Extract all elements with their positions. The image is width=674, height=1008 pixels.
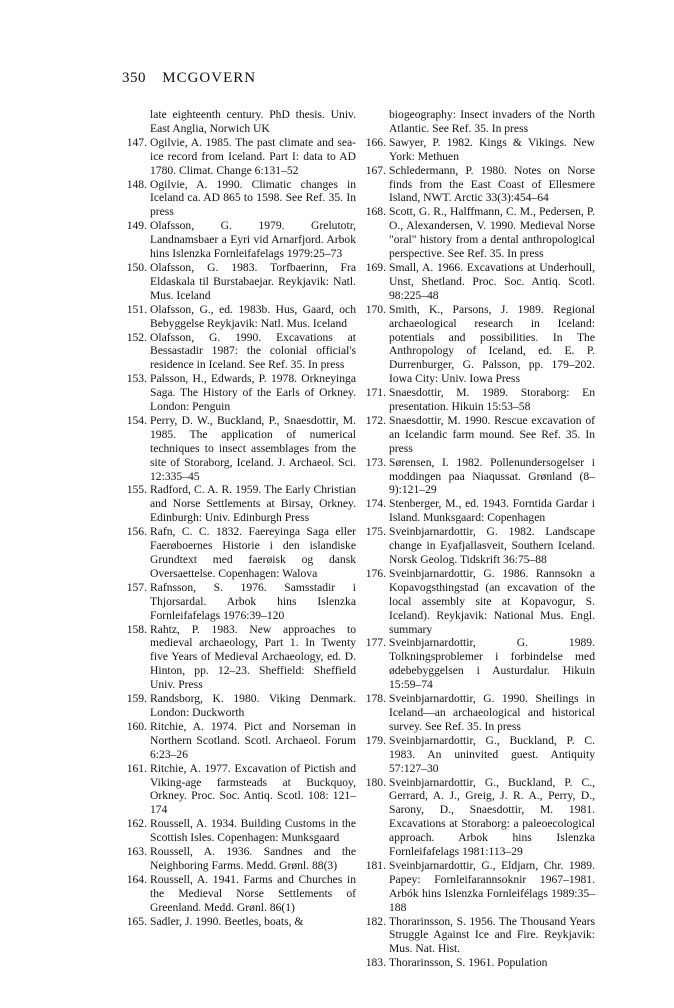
reference-entry [363, 261, 595, 303]
reference-number: 167. [365, 163, 386, 177]
reference-number: 157. [126, 580, 147, 594]
reference-number: 183. [365, 956, 386, 970]
reference-entry [124, 261, 356, 303]
reference-number: 163. [126, 845, 147, 859]
reference-entry [124, 108, 356, 136]
reference-text: Olafsson, G. 1990. Excavations at Bessastadir 1987: the colonial official's residence in Iceland. See Ref. 35. In press [150, 330, 356, 372]
reference-text: Smith, K., Parsons, J. 1989. Regional archaeological research in Iceland: potentials and possibilities. In The Anthropology of Iceland, ed. E. P. Durrenburger, G. Palsson, pp. 179–202. Iowa City: Univ. Iowa Press [389, 302, 595, 386]
reference-entry [363, 164, 595, 206]
reference-number: 170. [365, 302, 386, 316]
reference-text: Sørensen, I. 1982. Pollenundersogelser i moddingen paa Niaqussat. Grønland (8–9):121–29 [389, 455, 595, 497]
reference-text: Schledermann, P. 1980. Notes on Norse finds from the East Coast of Ellesmere Island, NWT. Arctic 33(3):454–64 [389, 163, 595, 205]
reference-text: Roussell, A. 1941. Farms and Churches in the Medieval Norse Settlements of Greenland. Medd. Grønl. 86(1) [150, 872, 356, 914]
reference-number: 149. [126, 219, 147, 233]
reference-text: Rafnsson, S. 1976. Samsstadir i Thjorsardal. Arbok hins Islenzka Fornleifafelags 1976:39–120 [150, 580, 356, 622]
reference-text: Roussell, A. 1934. Building Customs in the Scottish Isles. Copenhagen: Munksgaard [150, 817, 356, 845]
reference-entry [124, 178, 356, 220]
reference-entry [124, 414, 356, 484]
reference-text: Perry, D. W., Buckland, P., Snaesdottir, M. 1985. The application of numerical techniques to insect assemblages from the site of Storaborg, Iceland. J. Archaeol. Sci. 12:335–45 [150, 413, 356, 483]
reference-number: 166. [365, 135, 386, 149]
reference-number: 171. [365, 386, 386, 400]
reference-text: Sadler, J. 1990. Beetles, boats, & [150, 914, 304, 928]
reference-text: Snaesdottir, M. 1989. Storaborg: En presentation. Hikuin 15:53–58 [389, 386, 595, 414]
reference-entry [124, 331, 356, 373]
reference-entry [363, 205, 595, 261]
reference-text: Scott, G. R., Halffmann, C. M., Pedersen, P. O., Alexandersen, V. 1990. Medieval Norse "oral" history from a dental anthropological perspective. See Ref. 35. In press [389, 205, 595, 261]
reference-entry [363, 525, 595, 567]
reference-text: biogeography: Insect invaders of the North Atlantic. See Ref. 35. In press [389, 108, 595, 135]
reference-entry [124, 303, 356, 331]
reference-text: Palsson, H., Edwards, P. 1978. Orkneyinga Saga. The History of the Earls of Orkney. London: Penguin [150, 372, 356, 414]
reference-number: 177. [365, 636, 386, 650]
reference-entry [363, 692, 595, 734]
reference-entry [363, 497, 595, 525]
running-head-author: MCGOVERN [162, 70, 257, 86]
reference-text: Sveinbjarnardottir, G. 1990. Sheilings in Iceland—an archaeological and historical survey. See Ref. 35. In press [389, 692, 595, 733]
reference-text: Ogilvie, A. 1990. Climatic changes in Iceland ca. AD 865 to 1598. See Ref. 35. In press [150, 177, 356, 219]
reference-entry [124, 623, 356, 693]
reference-entry [363, 636, 595, 692]
reference-entry [363, 567, 595, 637]
reference-text: Ritchie, A. 1977. Excavation of Pictish and Viking-age farmsteads at Buckquoy, Orkney. Proc. Soc. Antiq. Scotl. 108: 121–174 [150, 761, 356, 817]
page-header [122, 70, 256, 87]
reference-number: 174. [365, 497, 386, 511]
reference-number: 150. [126, 260, 147, 274]
reference-entry [124, 817, 356, 845]
reference-entry [363, 386, 595, 414]
reference-text: Thorarinsson, S. 1961. Population [389, 956, 548, 970]
reference-text: Roussell, A. 1936. Sandnes and the Neighboring Farms. Medd. Grønl. 88(3) [150, 845, 356, 872]
reference-text: Sawyer, P. 1982. Kings & Vikings. New York: Methuen [389, 135, 595, 163]
reference-entry [124, 873, 356, 915]
reference-number: 160. [126, 719, 147, 733]
reference-entry [363, 915, 595, 957]
reference-number: 162. [126, 817, 147, 831]
reference-number: 169. [365, 260, 386, 274]
reference-text: Thorarinsson, S. 1956. The Thousand Years Struggle Against Ice and Fire. Reykjavik: Mus. Nat. Hist. [389, 914, 595, 956]
reference-text: Sveinbjarnardottir, G., Buckland, P. C., Gerrard, A. J., Greig, J. R. A., Perry, D., Sarony, D., Snaesdottir, M. 1981. Excavations at Storaborg: a paleoecological approach. Arbok hins Islenzka Fornleifafelags 1981:113–29 [389, 775, 595, 859]
reference-text: Rahtz, P. 1983. New approaches to medieval archaeology, Part 1. In Twenty five Years of Medieval Archaeology, ed. D. Hinton, pp. 12–23. Sheffield: Sheffield Univ. Press [150, 622, 356, 692]
reference-text: Small, A. 1966. Excavations at Underhoull, Unst, Shetland. Proc. Soc. Antiq. Scotl. 98:225–48 [389, 260, 595, 302]
reference-text: Stenberger, M., ed. 1943. Forntida Gardar i Island. Munksgaard: Copenhagen [389, 497, 595, 525]
reference-entry [124, 136, 356, 178]
reference-number: 176. [365, 566, 386, 580]
reference-number: 182. [365, 914, 386, 928]
reference-text: Ritchie, A. 1974. Pict and Norseman in Northern Scotland. Scotl. Archaeol. Forum 6:23–26 [150, 719, 356, 761]
reference-entry [363, 956, 595, 970]
reference-entry [363, 136, 595, 164]
reference-entry [124, 845, 356, 873]
reference-column-left [124, 108, 356, 928]
reference-text: Sveinbjarnardottir, G., Buckland, P. C. 1983. An uninvited guest. Antiquity 57:127–30 [389, 733, 595, 775]
reference-entry [124, 692, 356, 720]
reference-entry [363, 456, 595, 498]
reference-number: 165. [126, 914, 147, 928]
reference-number: 168. [365, 205, 386, 219]
reference-number: 147. [126, 135, 147, 149]
reference-text: Randsborg, K. 1980. Viking Denmark. London: Duckworth [150, 692, 356, 719]
reference-number: 180. [365, 775, 386, 789]
reference-entry [363, 776, 595, 859]
reference-entry [124, 372, 356, 414]
reference-entry [363, 734, 595, 776]
reference-text: Sveinbjarnardottir, G., Eldjarn, Chr. 1989. Papey: Fornleifarannsoknir 1967–1981. Arbók hins Islenzka Fornleifélags 1989:35–188 [389, 858, 595, 914]
reference-text: Sveinbjarnardottir, G. 1986. Rannsokn a Kopavogsthingstad (an excavation of the local assembly site at Kopavogur, S. Iceland). Reykjavik: National Mus. Engl. summary [389, 566, 595, 636]
reference-text: Olafsson, G. 1983. Torfbaerinn, Fra Eldaskala til Burstabaejar. Reykjavik: Natl. Mus. Iceland [150, 260, 356, 302]
reference-number: 175. [365, 525, 386, 539]
reference-number: 164. [126, 872, 147, 886]
reference-number: 159. [126, 692, 147, 706]
reference-entry [124, 219, 356, 261]
reference-number: 179. [365, 733, 386, 747]
reference-number: 154. [126, 413, 147, 427]
reference-entry [124, 915, 356, 929]
reference-text: late eighteenth century. PhD thesis. Univ. East Anglia, Norwich UK [150, 108, 356, 135]
reference-entry [363, 859, 595, 915]
reference-text: Snaesdottir, M. 1990. Rescue excavation of an Icelandic farm mound. See Ref. 35. In press [389, 413, 595, 455]
reference-entry [124, 581, 356, 623]
reference-text: Olafsson, G. 1979. Grelutotr, Landnamsbaer a Eyri vid Arnarfjord. Arbok hins Islenzka Fornleifafelags 1979:25–73 [150, 219, 356, 261]
page-number: 350 [122, 70, 146, 86]
reference-number: 173. [365, 455, 386, 469]
reference-text: Rafn, C. C. 1832. Faereyinga Saga eller Faerøboernes Historie i den islandiske Grundtext med faerøisk og dansk Oversaettelse. Copenhagen: Walova [150, 525, 356, 580]
reference-number: 152. [126, 330, 147, 344]
reference-number: 153. [126, 372, 147, 386]
reference-number: 178. [365, 692, 386, 706]
reference-text: Sveinbjarnardottir, G. 1989. Tolkningsproblemer i forbindelse med ødebebyggelsen i Austurdalur. Hikuin 15:59–74 [389, 636, 595, 692]
reference-number: 148. [126, 177, 147, 191]
reference-text: Olafsson, G., ed. 1983b. Hus, Gaard, och Bebyggelse Reykjavik: Natl. Mus. Iceland [150, 302, 356, 330]
reference-text: Radford, C. A. R. 1959. The Early Christian and Norse Settlements at Birsay, Orkney. Edinburgh: Univ. Edinburgh Press [150, 483, 356, 525]
reference-number: 151. [126, 302, 147, 316]
reference-text: Ogilvie, A. 1985. The past climate and sea-ice record from Iceland. Part I: data to AD 1780. Climat. Change 6:131–52 [150, 135, 356, 177]
reference-entry [363, 108, 595, 136]
reference-number: 181. [365, 858, 386, 872]
reference-entry [124, 525, 356, 581]
reference-number: 158. [126, 622, 147, 636]
reference-entry [124, 483, 356, 525]
reference-number: 161. [126, 761, 147, 775]
reference-entry [363, 303, 595, 386]
reference-entry [124, 762, 356, 818]
reference-column-right [363, 108, 595, 970]
reference-number: 156. [126, 525, 147, 539]
reference-number: 172. [365, 413, 386, 427]
reference-entry [363, 414, 595, 456]
reference-text: Sveinbjarnardottir, G. 1982. Landscape change in Eyafjallasveit, Southern Iceland. Norsk Geolog. Tidskrift 36:75–88 [389, 525, 595, 566]
reference-entry [124, 720, 356, 762]
reference-number: 155. [126, 483, 147, 497]
